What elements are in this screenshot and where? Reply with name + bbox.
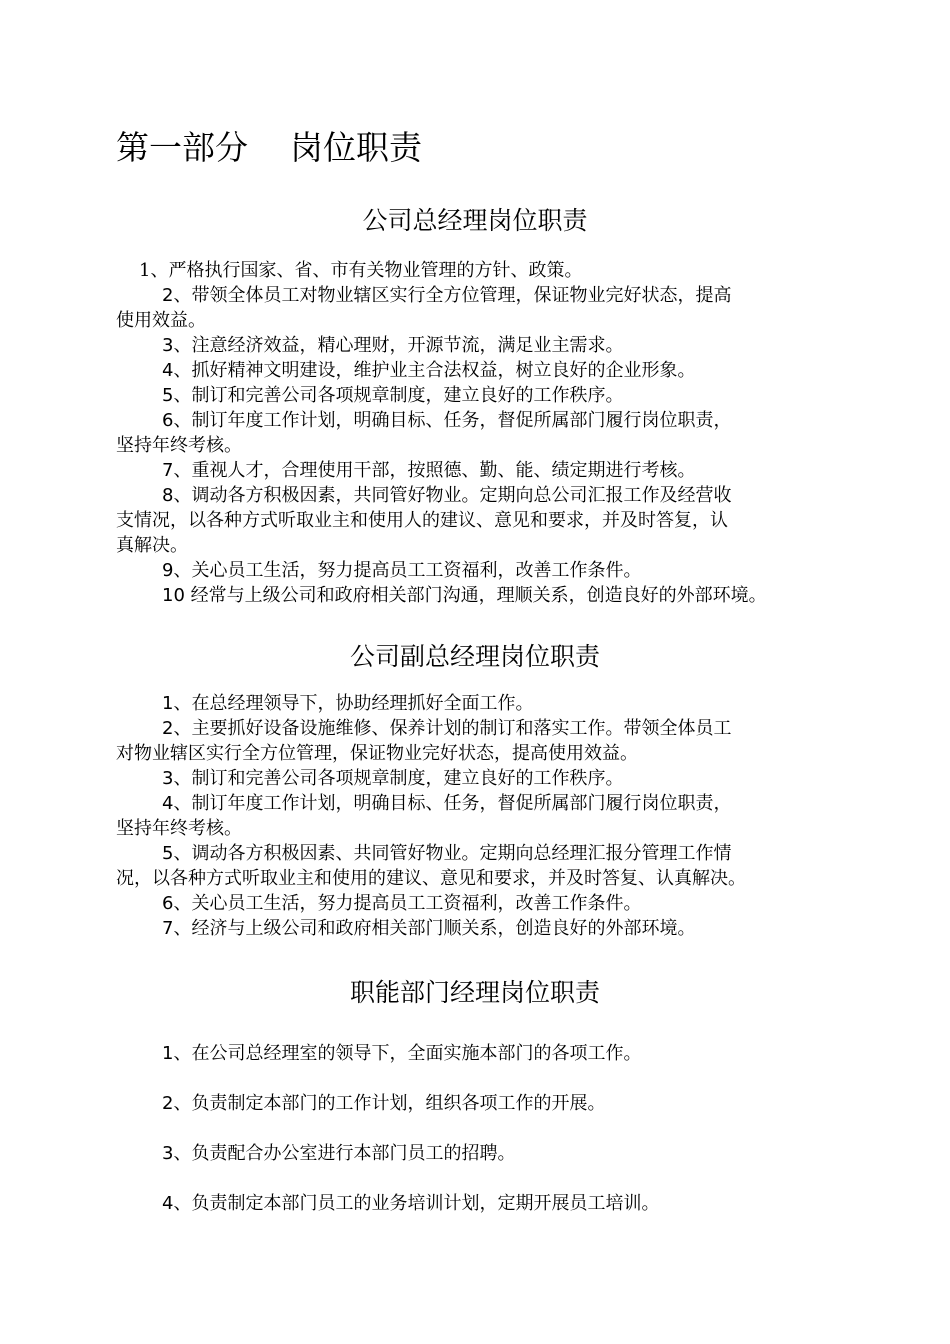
duty-line: 1、严格执行国家、省、市有关物业管理的方针、政策。 (139, 260, 583, 281)
part-title: 第一部分 岗位职责 (116, 128, 422, 167)
duty-line-continuation: 坚持年终考核。 (116, 435, 242, 456)
section-body-general-manager (116, 258, 836, 608)
duty-line: 2、负责制定本部门的工作计划，组织各项工作的开展。 (162, 1093, 606, 1114)
duty-line-continuation: 坚持年终考核。 (116, 818, 242, 839)
duty-line: 3、制订和完善公司各项规章制度，建立良好的工作秩序。 (162, 768, 624, 789)
duty-line-continuation: 对物业辖区实行全方位管理，保证物业完好状态，提高使用效益。 (116, 743, 638, 764)
section-title-department-manager: 职能部门经理岗位职责 (349, 978, 600, 1007)
duty-line: 2、主要抓好设备设施维修、保养计划的制订和落实工作。带领全体员工 (162, 718, 732, 739)
section-title-deputy-general-manager: 公司副总经理岗位职责 (349, 642, 600, 671)
duty-line: 7、重视人才，合理使用干部，按照德、勤、能、绩定期进行考核。 (162, 460, 696, 481)
duty-line: 6、制订年度工作计划，明确目标、任务，督促所属部门履行岗位职责， (162, 410, 732, 431)
duty-line: 4、抓好精神文明建设，维护业主合法权益，树立良好的企业形象。 (162, 360, 696, 381)
section-title-general-manager: 公司总经理岗位职责 (362, 206, 588, 235)
duty-line: 4、负责制定本部门员工的业务培训计划，定期开展员工培训。 (162, 1193, 660, 1214)
section-body-deputy-general-manager (116, 691, 836, 941)
duty-line: 3、注意经济效益，精心理财，开源节流，满足业主需求。 (162, 335, 624, 356)
duty-line-continuation: 使用效益。 (116, 310, 206, 331)
duty-line: 7、经济与上级公司和政府相关部门顺关系，创造良好的外部环境。 (162, 918, 696, 939)
duty-line: 1、在总经理领导下，协助经理抓好全面工作。 (162, 693, 534, 714)
duty-line: 5、制订和完善公司各项规章制度，建立良好的工作秩序。 (162, 385, 624, 406)
duty-line: 1、在公司总经理室的领导下，全面实施本部门的各项工作。 (162, 1043, 642, 1064)
duty-line: 4、制订年度工作计划，明确目标、任务，督促所属部门履行岗位职责， (162, 793, 732, 814)
duty-line-continuation: 真解决。 (116, 535, 188, 556)
duty-line: 2、带领全体员工对物业辖区实行全方位管理，保证物业完好状态，提高 (162, 285, 732, 306)
duty-line-continuation: 况，以各种方式听取业主和使用的建议、意见和要求，并及时答复、认真解决。 (116, 868, 746, 889)
duty-line: 10 经常与上级公司和政府相关部门沟通，理顺关系，创造良好的外部环境。 (162, 585, 767, 606)
duty-line: 6、关心员工生活，努力提高员工工资福利，改善工作条件。 (162, 893, 642, 914)
duty-line: 3、负责配合办公室进行本部门员工的招聘。 (162, 1143, 516, 1164)
section-body-department-manager (116, 1041, 836, 1241)
duty-line: 9、关心员工生活，努力提高员工工资福利，改善工作条件。 (162, 560, 642, 581)
duty-line: 8、调动各方积极因素，共同管好物业。定期向总公司汇报工作及经营收 (162, 485, 732, 506)
duty-line-continuation: 支情况，以各种方式听取业主和使用人的建议、意见和要求，并及时答复，认 (116, 510, 728, 531)
duty-line: 5、调动各方积极因素、共同管好物业。定期向总经理汇报分管理工作情 (162, 843, 732, 864)
